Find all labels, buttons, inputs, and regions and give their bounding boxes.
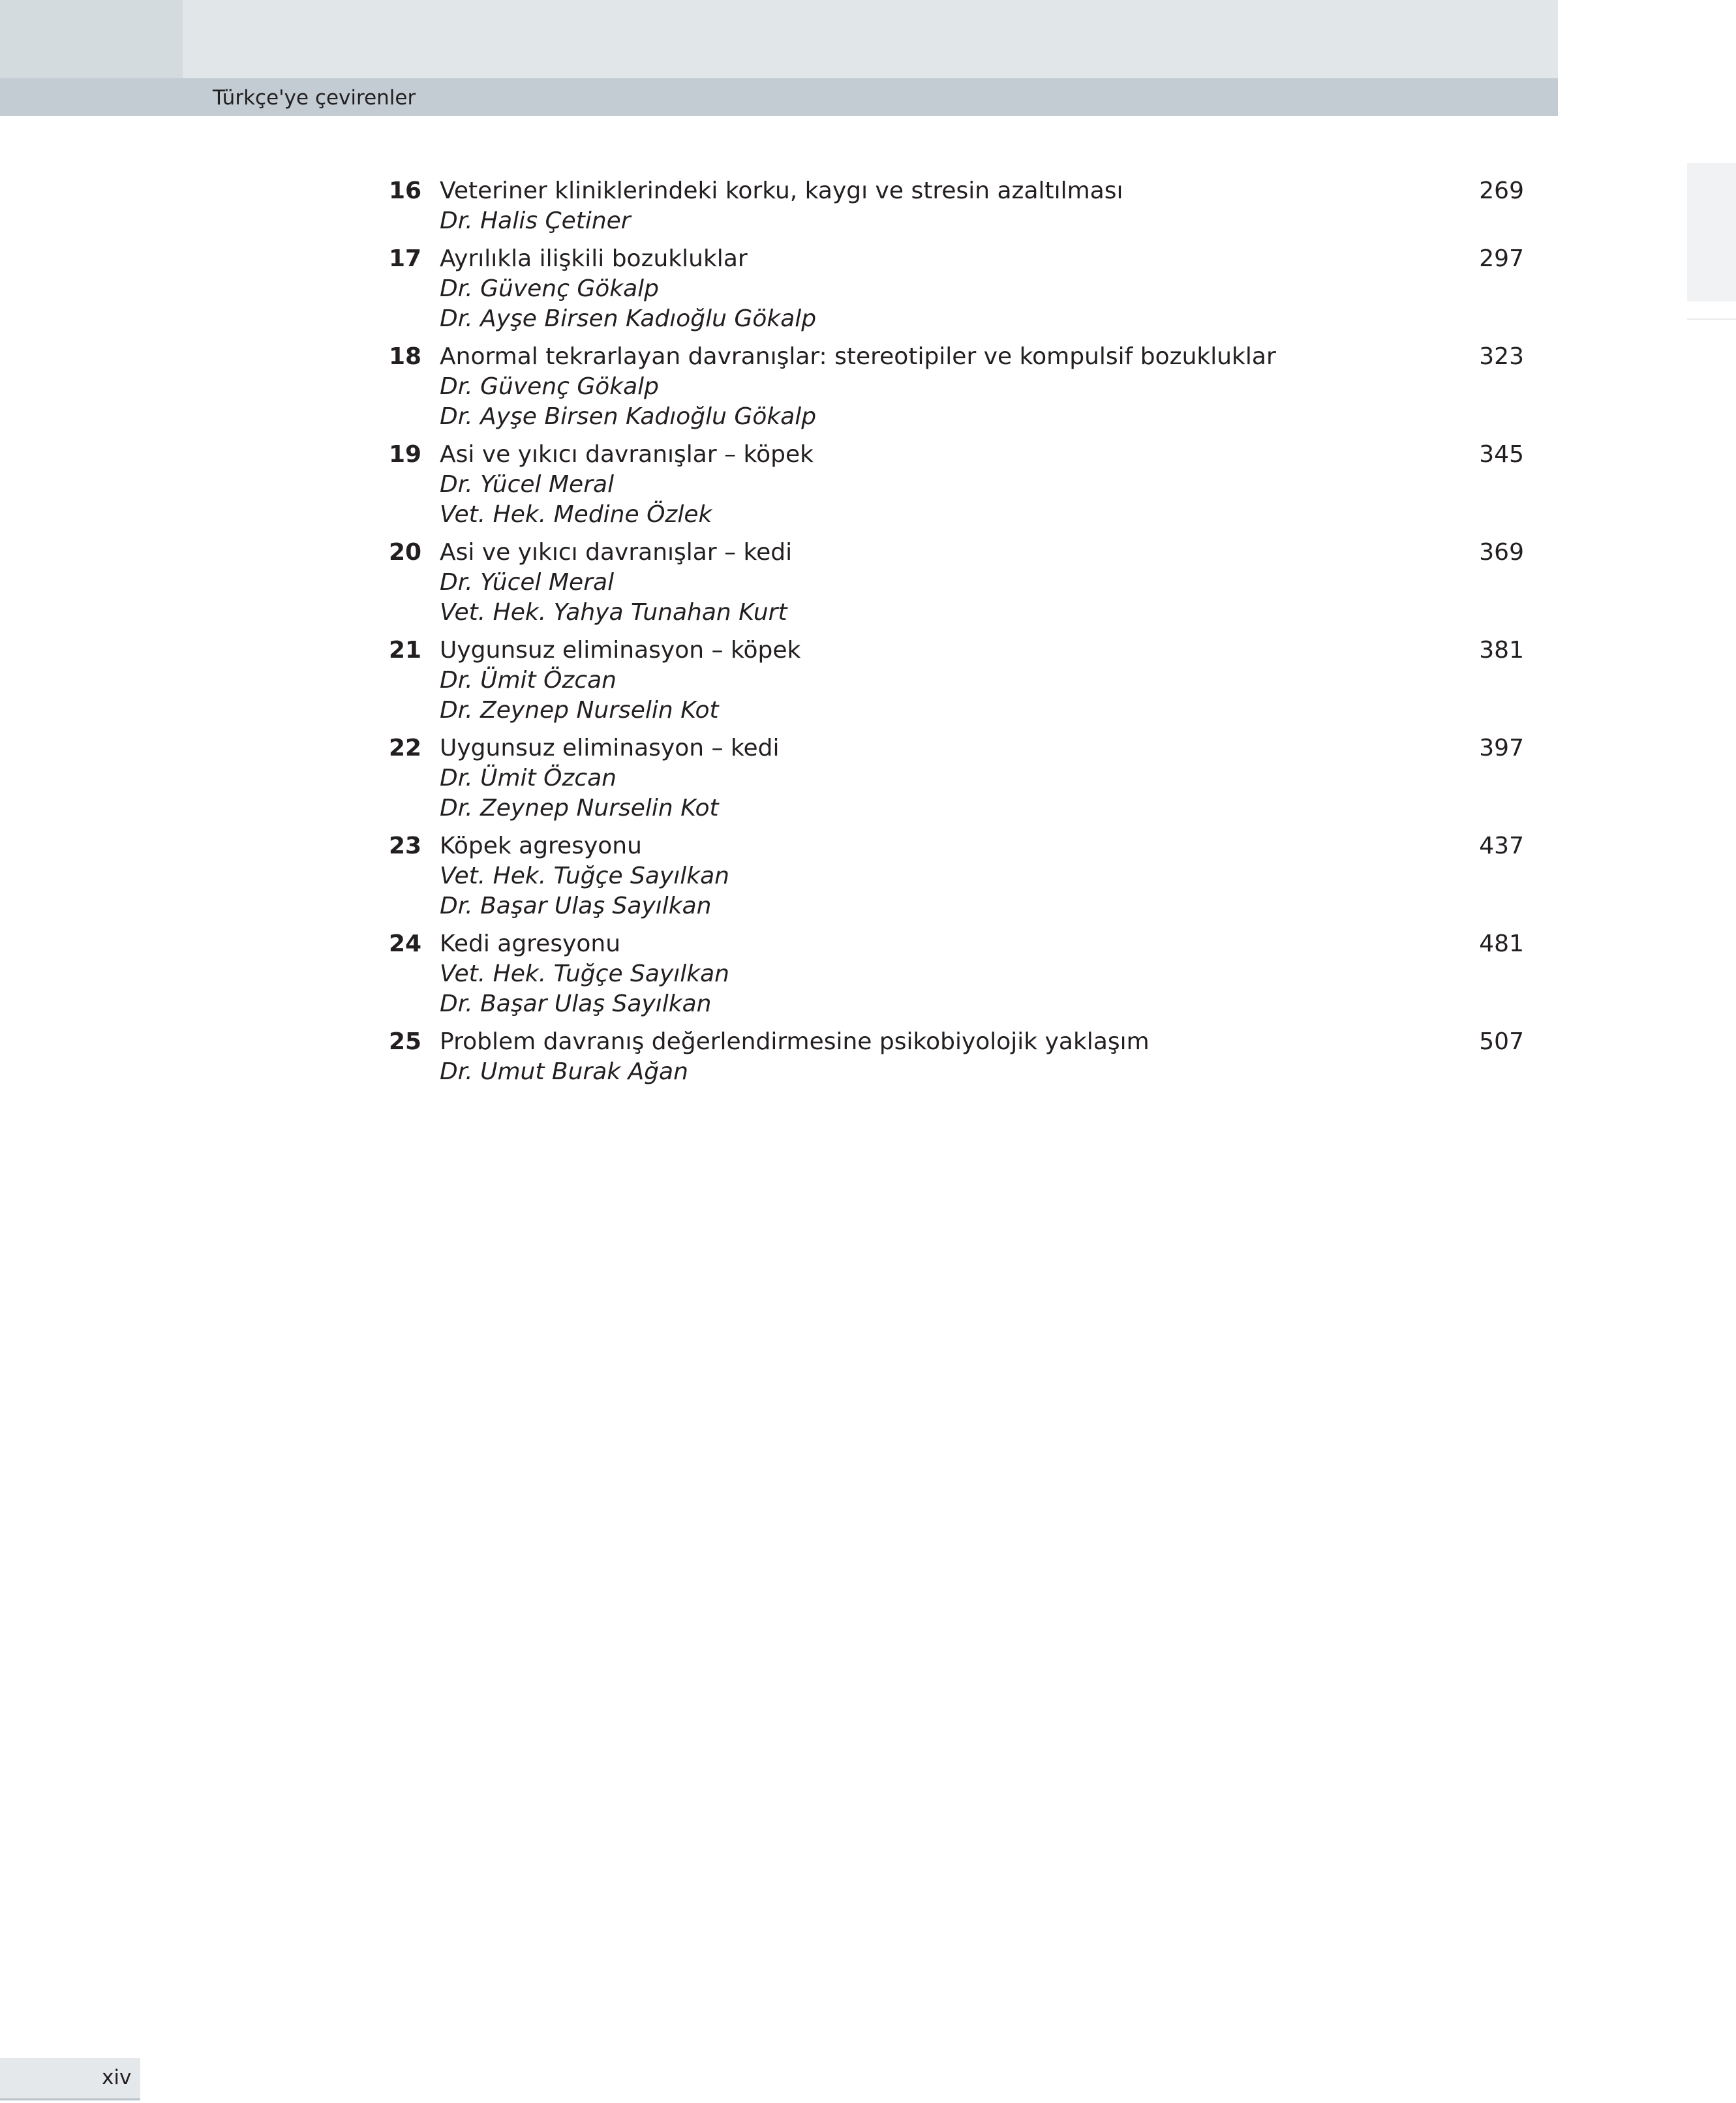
chapter-translators bbox=[440, 1057, 1433, 1087]
chapter-title: Köpek agresyonu bbox=[440, 833, 642, 859]
chapter-number: 25 bbox=[389, 1028, 422, 1055]
translator-name: Dr. Ümit Özcan bbox=[440, 765, 617, 791]
chapter-title: Veteriner kliniklerindeki korku, kaygı ve stresin azaltılması bbox=[440, 177, 1123, 204]
chapter-page-number: 269 bbox=[1479, 177, 1524, 204]
translator-name: Dr. Başar Ulaş Sayılkan bbox=[440, 990, 712, 1017]
toc-entry bbox=[389, 1027, 1524, 1087]
chapter-title: Asi ve yıkıcı davranışlar – kedi bbox=[440, 539, 793, 566]
chapter-page-number: 381 bbox=[1479, 637, 1524, 664]
table-of-contents bbox=[389, 176, 1524, 1095]
chapter-translators bbox=[440, 470, 1433, 530]
chapter-number: 16 bbox=[389, 177, 422, 204]
chapter-page-number: 297 bbox=[1479, 245, 1524, 272]
toc-entry bbox=[389, 733, 1524, 823]
chapter-number: 22 bbox=[389, 735, 422, 761]
chapter-page-number: 481 bbox=[1479, 930, 1524, 957]
chapter-translators bbox=[440, 861, 1433, 921]
chapter-title: Asi ve yıkıcı davranışlar – köpek bbox=[440, 441, 814, 468]
chapter-title: Uygunsuz eliminasyon – kedi bbox=[440, 735, 780, 761]
translator-name: Vet. Hek. Yahya Tunahan Kurt bbox=[440, 599, 787, 626]
chapter-title: Ayrılıkla ilişkili bozukluklar bbox=[440, 245, 748, 272]
chapter-number: 17 bbox=[389, 245, 422, 272]
chapter-title: Anormal tekrarlayan davranışlar: stereotipiler ve kompulsif bozukluklar bbox=[440, 343, 1276, 370]
chapter-number: 20 bbox=[389, 539, 422, 566]
chapter-translators bbox=[440, 372, 1433, 432]
header-corner-block bbox=[0, 0, 183, 78]
translator-name: Dr. Zeynep Nurselin Kot bbox=[440, 697, 719, 724]
translator-name: Dr. Zeynep Nurselin Kot bbox=[440, 795, 719, 821]
translator-name: Dr. Güvenç Gökalp bbox=[440, 275, 660, 302]
chapter-translators bbox=[440, 206, 1433, 236]
toc-entry bbox=[389, 538, 1524, 628]
translator-name: Dr. Yücel Meral bbox=[440, 569, 615, 596]
translator-name: Dr. Güvenç Gökalp bbox=[440, 373, 660, 400]
toc-entry bbox=[389, 244, 1524, 334]
chapter-translators bbox=[440, 763, 1433, 823]
chapter-translators bbox=[440, 568, 1433, 628]
chapter-page-number: 397 bbox=[1479, 735, 1524, 761]
chapter-page-number: 437 bbox=[1479, 833, 1524, 859]
translator-name: Dr. Ayşe Birsen Kadıoğlu Gökalp bbox=[440, 305, 817, 332]
translator-name: Vet. Hek. Medine Özlek bbox=[440, 501, 712, 528]
toc-entry bbox=[389, 636, 1524, 726]
translator-name: Dr. Halis Çetiner bbox=[440, 207, 631, 234]
chapter-translators bbox=[440, 274, 1433, 334]
page-number: xiv bbox=[102, 2066, 132, 2089]
side-thumb-divider bbox=[1687, 318, 1736, 320]
chapter-translators bbox=[440, 959, 1433, 1019]
toc-entry bbox=[389, 929, 1524, 1019]
chapter-page-number: 507 bbox=[1479, 1028, 1524, 1055]
header-top-band bbox=[0, 0, 1558, 78]
toc-entry bbox=[389, 831, 1524, 921]
chapter-number: 18 bbox=[389, 343, 422, 370]
chapter-number: 24 bbox=[389, 930, 422, 957]
chapter-number: 19 bbox=[389, 441, 422, 468]
translator-name: Vet. Hek. Tuğçe Sayılkan bbox=[440, 960, 729, 987]
running-header-title: Türkçe'ye çevirenler bbox=[213, 86, 416, 110]
chapter-page-number: 345 bbox=[1479, 441, 1524, 468]
toc-entry bbox=[389, 342, 1524, 432]
chapter-page-number: 369 bbox=[1479, 539, 1524, 566]
toc-entry bbox=[389, 440, 1524, 530]
translator-name: Dr. Başar Ulaş Sayılkan bbox=[440, 893, 712, 919]
side-thumb-tab bbox=[1687, 163, 1736, 301]
chapter-title: Kedi agresyonu bbox=[440, 930, 621, 957]
translator-name: Vet. Hek. Tuğçe Sayılkan bbox=[440, 863, 729, 889]
toc-entry bbox=[389, 176, 1524, 236]
chapter-translators bbox=[440, 666, 1433, 726]
chapter-title: Problem davranış değerlendirmesine psikobiyolojik yaklaşım bbox=[440, 1028, 1150, 1055]
translator-name: Dr. Ayşe Birsen Kadıoğlu Gökalp bbox=[440, 403, 817, 430]
translator-name: Dr. Yücel Meral bbox=[440, 471, 615, 498]
chapter-number: 21 bbox=[389, 637, 422, 664]
chapter-title: Uygunsuz eliminasyon – köpek bbox=[440, 637, 801, 664]
translator-name: Dr. Ümit Özcan bbox=[440, 667, 617, 694]
chapter-number: 23 bbox=[389, 833, 422, 859]
translator-name: Dr. Umut Burak Ağan bbox=[440, 1058, 688, 1085]
chapter-page-number: 323 bbox=[1479, 343, 1524, 370]
